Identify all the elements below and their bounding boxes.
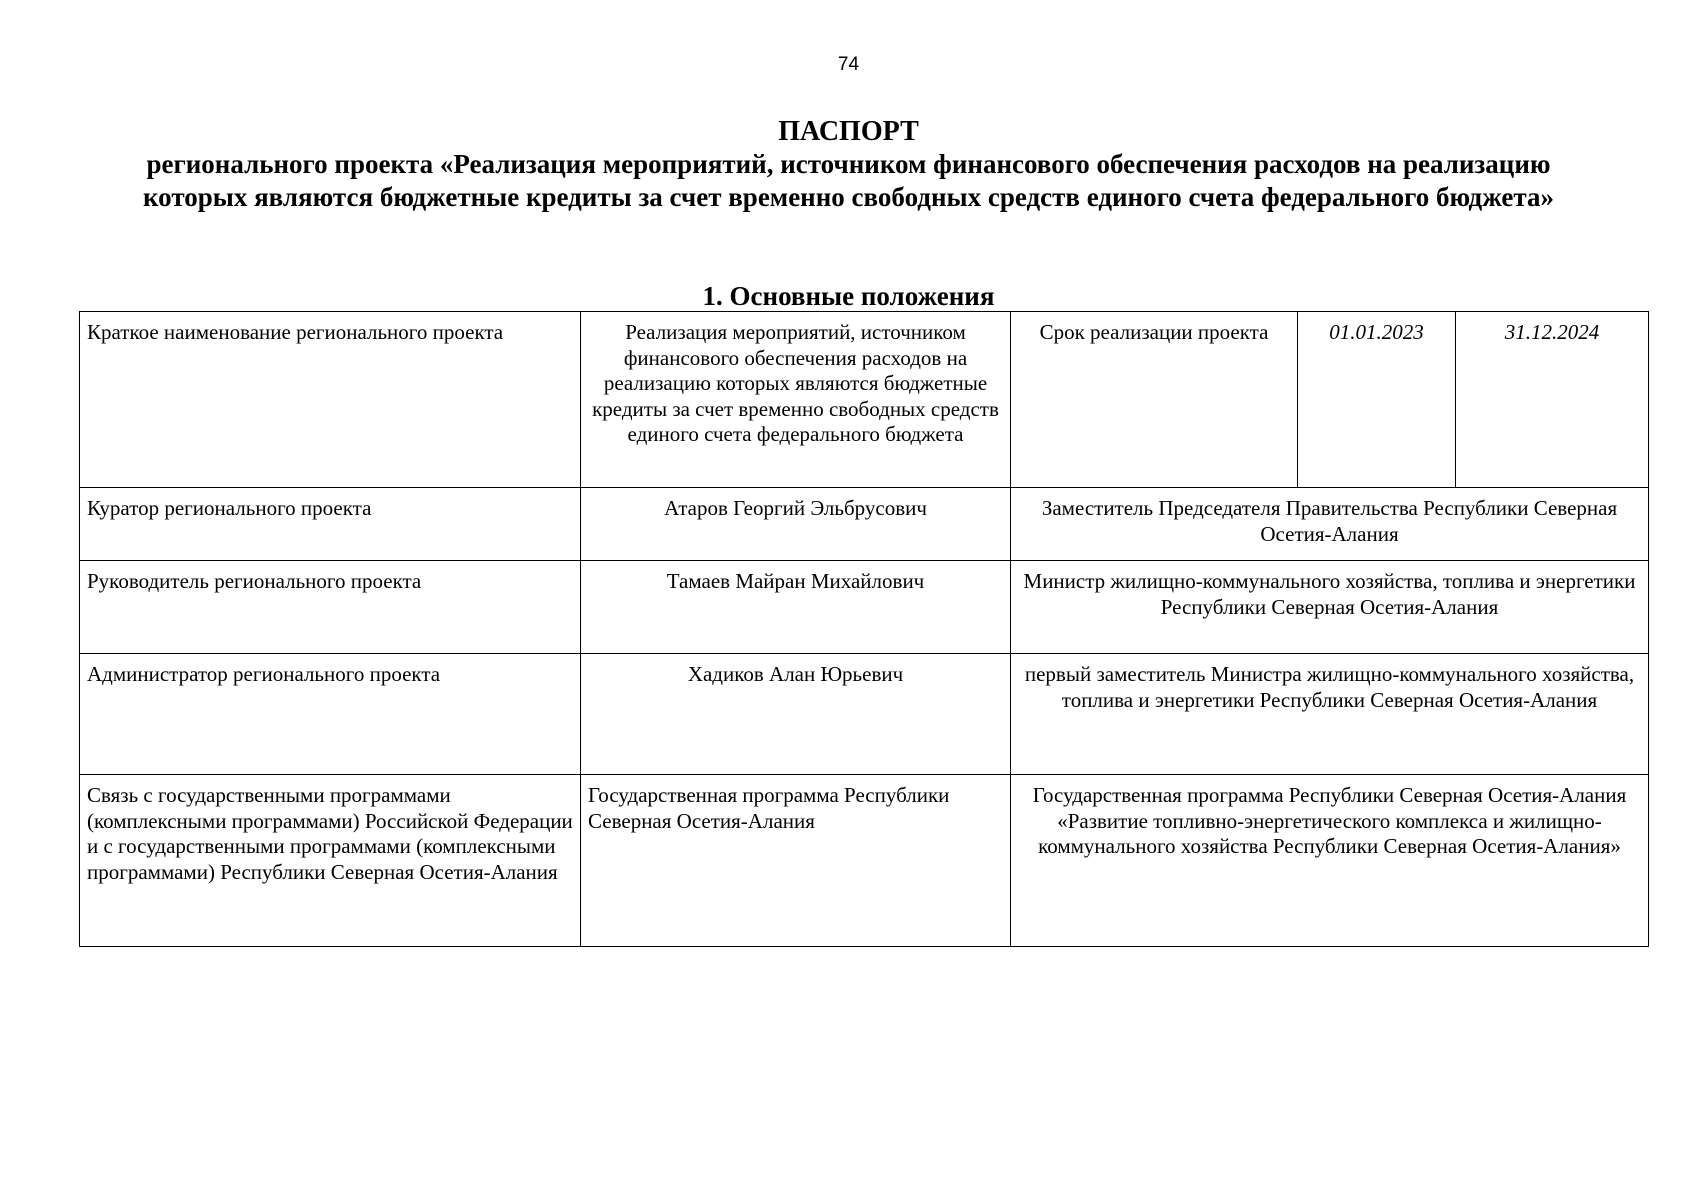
table-row [80,488,1649,561]
end-date: 31.12.2024 [1456,312,1649,488]
table-row [80,561,1649,654]
administrator-label: Администратор регионального проекта [80,654,581,775]
head-name: Тамаев Майран Михайлович [581,561,1011,654]
title-subtitle: регионального проекта «Реализация мероприятий, источником финансового обеспечения расходов на реализацию которых являются бюджетные кредиты за счет временно свободных средств единого счета федерального бюджета» [142,149,1555,212]
table-row [80,775,1649,947]
passport-table [79,311,1649,947]
start-date: 01.01.2023 [1298,312,1456,488]
table-row [80,654,1649,775]
head-position: Министр жилищно-коммунального хозяйства, топлива и энергетики Республики Северная Осетия-Алания [1011,561,1649,654]
program-name: Государственная программа Республики Северная Осетия-Алания [581,775,1011,947]
program-full-name: Государственная программа Республики Северная Осетия-Алания «Развитие топливно-энергетического комплекса и жилищно-коммунального хозяйства Республики Северная Осетия-Алания» [1011,775,1649,947]
curator-name: Атаров Георгий Эльбрусович [581,488,1011,561]
title-main: ПАСПОРТ [778,116,919,147]
document-title [100,115,1597,214]
short-name-value: Реализация мероприятий, источником финансового обеспечения расходов на реализацию которых являются бюджетные кредиты за счет временно свободных средств единого счета федерального бюджета [581,312,1011,488]
page-number: 74 [837,54,860,75]
short-name-label: Краткое наименование регионального проекта [80,312,581,488]
section-title: 1. Основные положения [702,281,995,311]
curator-position: Заместитель Председателя Правительства Республики Северная Осетия-Алания [1011,488,1649,561]
administrator-name: Хадиков Алан Юрьевич [581,654,1011,775]
curator-label: Куратор регионального проекта [80,488,581,561]
period-label: Срок реализации проекта [1011,312,1298,488]
table-row [80,312,1649,488]
programs-link-label: Связь с государственными программами (комплексными программами) Российской Федерации и с государственными программами (комплексными программами) Республики Северная Осетия-Алания [80,775,581,947]
administrator-position: первый заместитель Министра жилищно-коммунального хозяйства, топлива и энергетики Республики Северная Осетия-Алания [1011,654,1649,775]
head-label: Руководитель регионального проекта [80,561,581,654]
